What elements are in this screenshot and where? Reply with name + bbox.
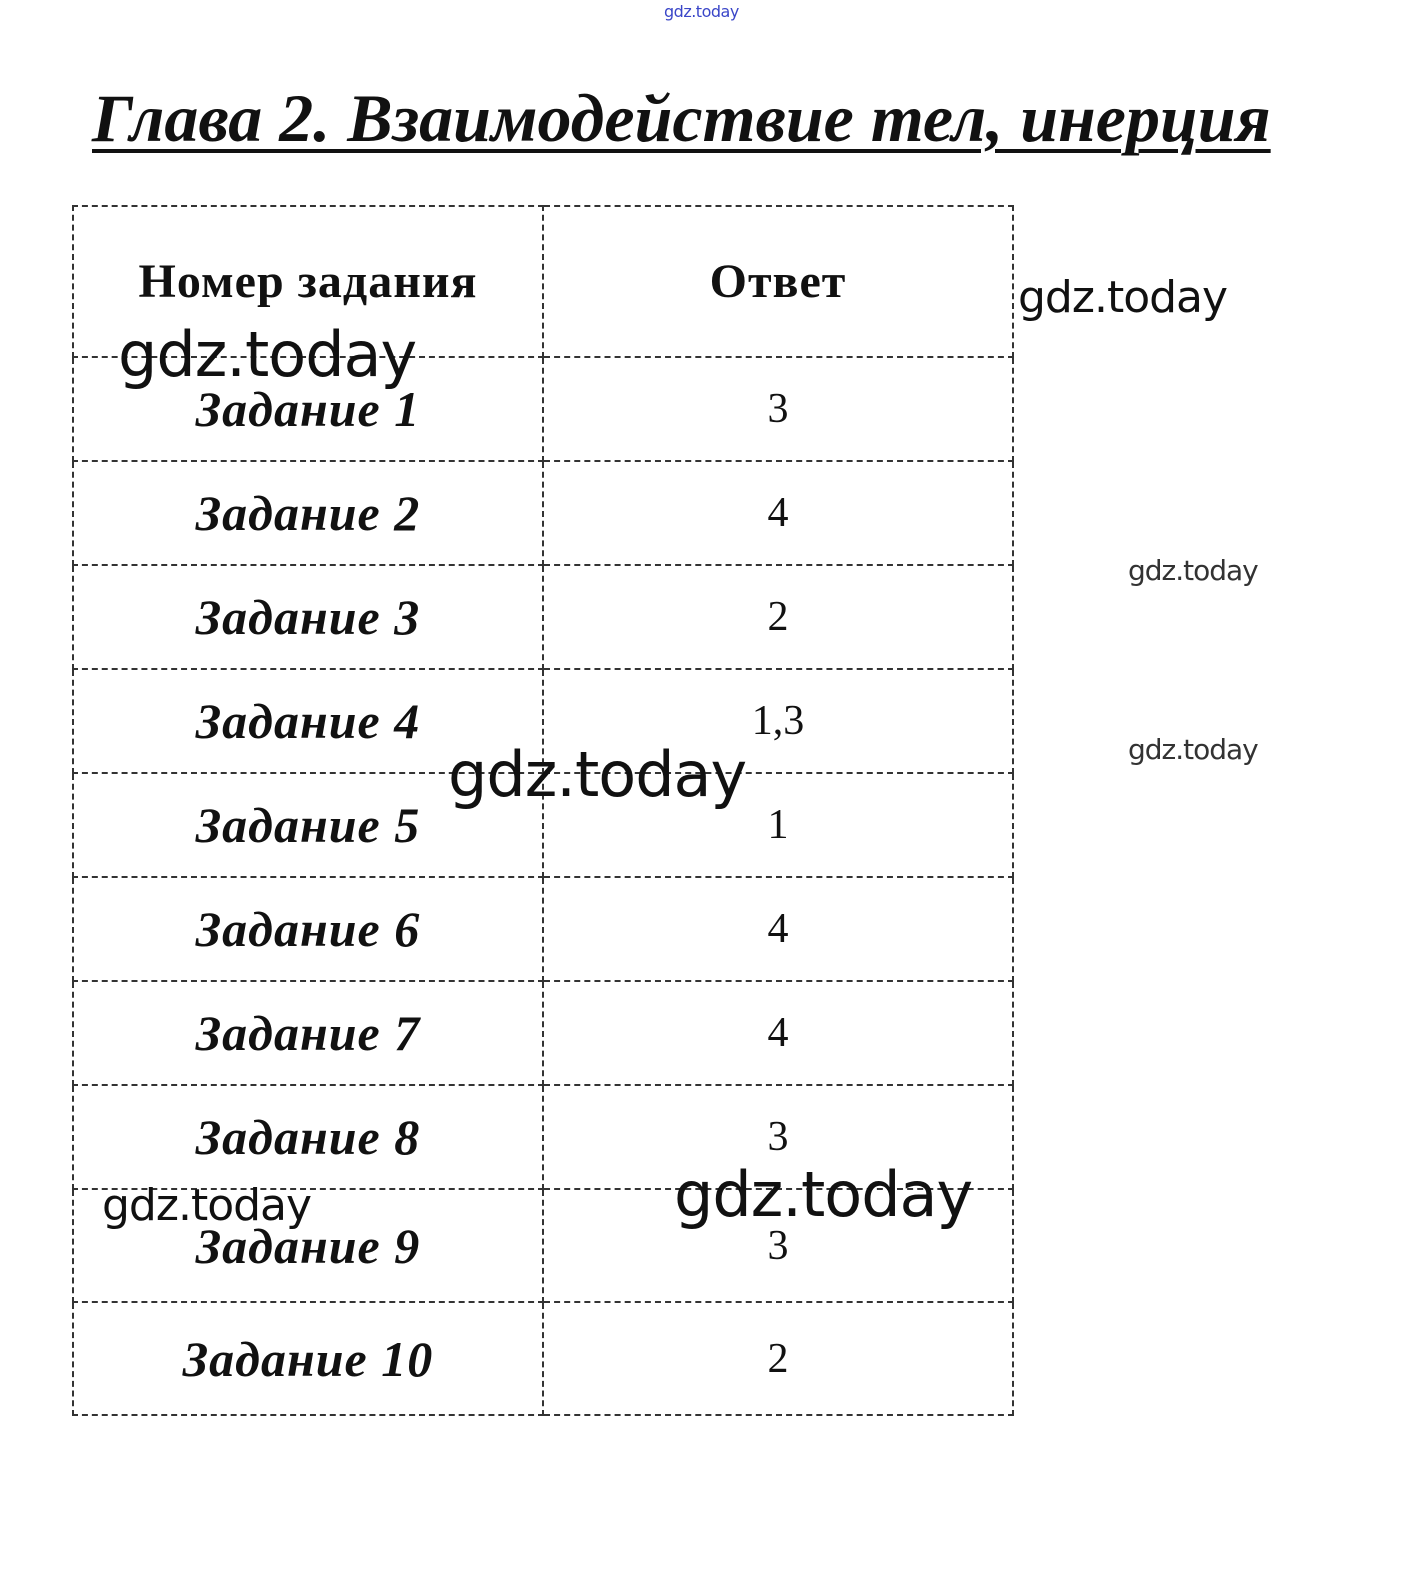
answer-cell: 4 <box>543 877 1013 981</box>
task-cell: Задание 6 <box>73 877 543 981</box>
watermark-side-2: gdz.today <box>1128 733 1258 766</box>
task-cell: Задание 7 <box>73 981 543 1085</box>
table-row <box>73 981 1013 1085</box>
header-task-number: Номер задания <box>73 206 543 357</box>
answer-cell: 3 <box>543 357 1013 461</box>
answer-cell: 4 <box>543 461 1013 565</box>
task-cell: Задание 4 <box>73 669 543 773</box>
answer-cell: 2 <box>543 1302 1013 1415</box>
task-cell: Задание 1 <box>73 357 543 461</box>
table-row <box>73 461 1013 565</box>
watermark-side-1: gdz.today <box>1128 554 1258 587</box>
answer-cell: 3 <box>543 1085 1013 1189</box>
task-cell: Задание 2 <box>73 461 543 565</box>
answer-cell: 4 <box>543 981 1013 1085</box>
watermark-lower-left: gdz.today <box>102 1180 312 1231</box>
answer-cell: 3 <box>543 1189 1013 1302</box>
answer-cell: 1 <box>543 773 1013 877</box>
watermark-lower-right: gdz.today <box>674 1158 973 1231</box>
task-cell: Задание 10 <box>73 1302 543 1415</box>
header-answer: Ответ <box>543 206 1013 357</box>
page-title: Глава 2. Взаимодействие тел, инерция <box>92 80 1271 156</box>
task-cell: Задание 3 <box>73 565 543 669</box>
table-row <box>73 877 1013 981</box>
table-row <box>73 1302 1013 1415</box>
watermark-header-left: gdz.today <box>118 318 417 391</box>
task-cell: Задание 8 <box>73 1085 543 1189</box>
watermark-top: gdz.today <box>664 2 739 21</box>
task-cell: Задание 5 <box>73 773 543 877</box>
task-cell: Задание 9 <box>73 1189 543 1302</box>
answer-cell: 1,3 <box>543 669 1013 773</box>
answer-cell: 2 <box>543 565 1013 669</box>
watermark-header-right: gdz.today <box>1018 272 1228 323</box>
watermark-center: gdz.today <box>448 738 747 811</box>
table-row <box>73 565 1013 669</box>
